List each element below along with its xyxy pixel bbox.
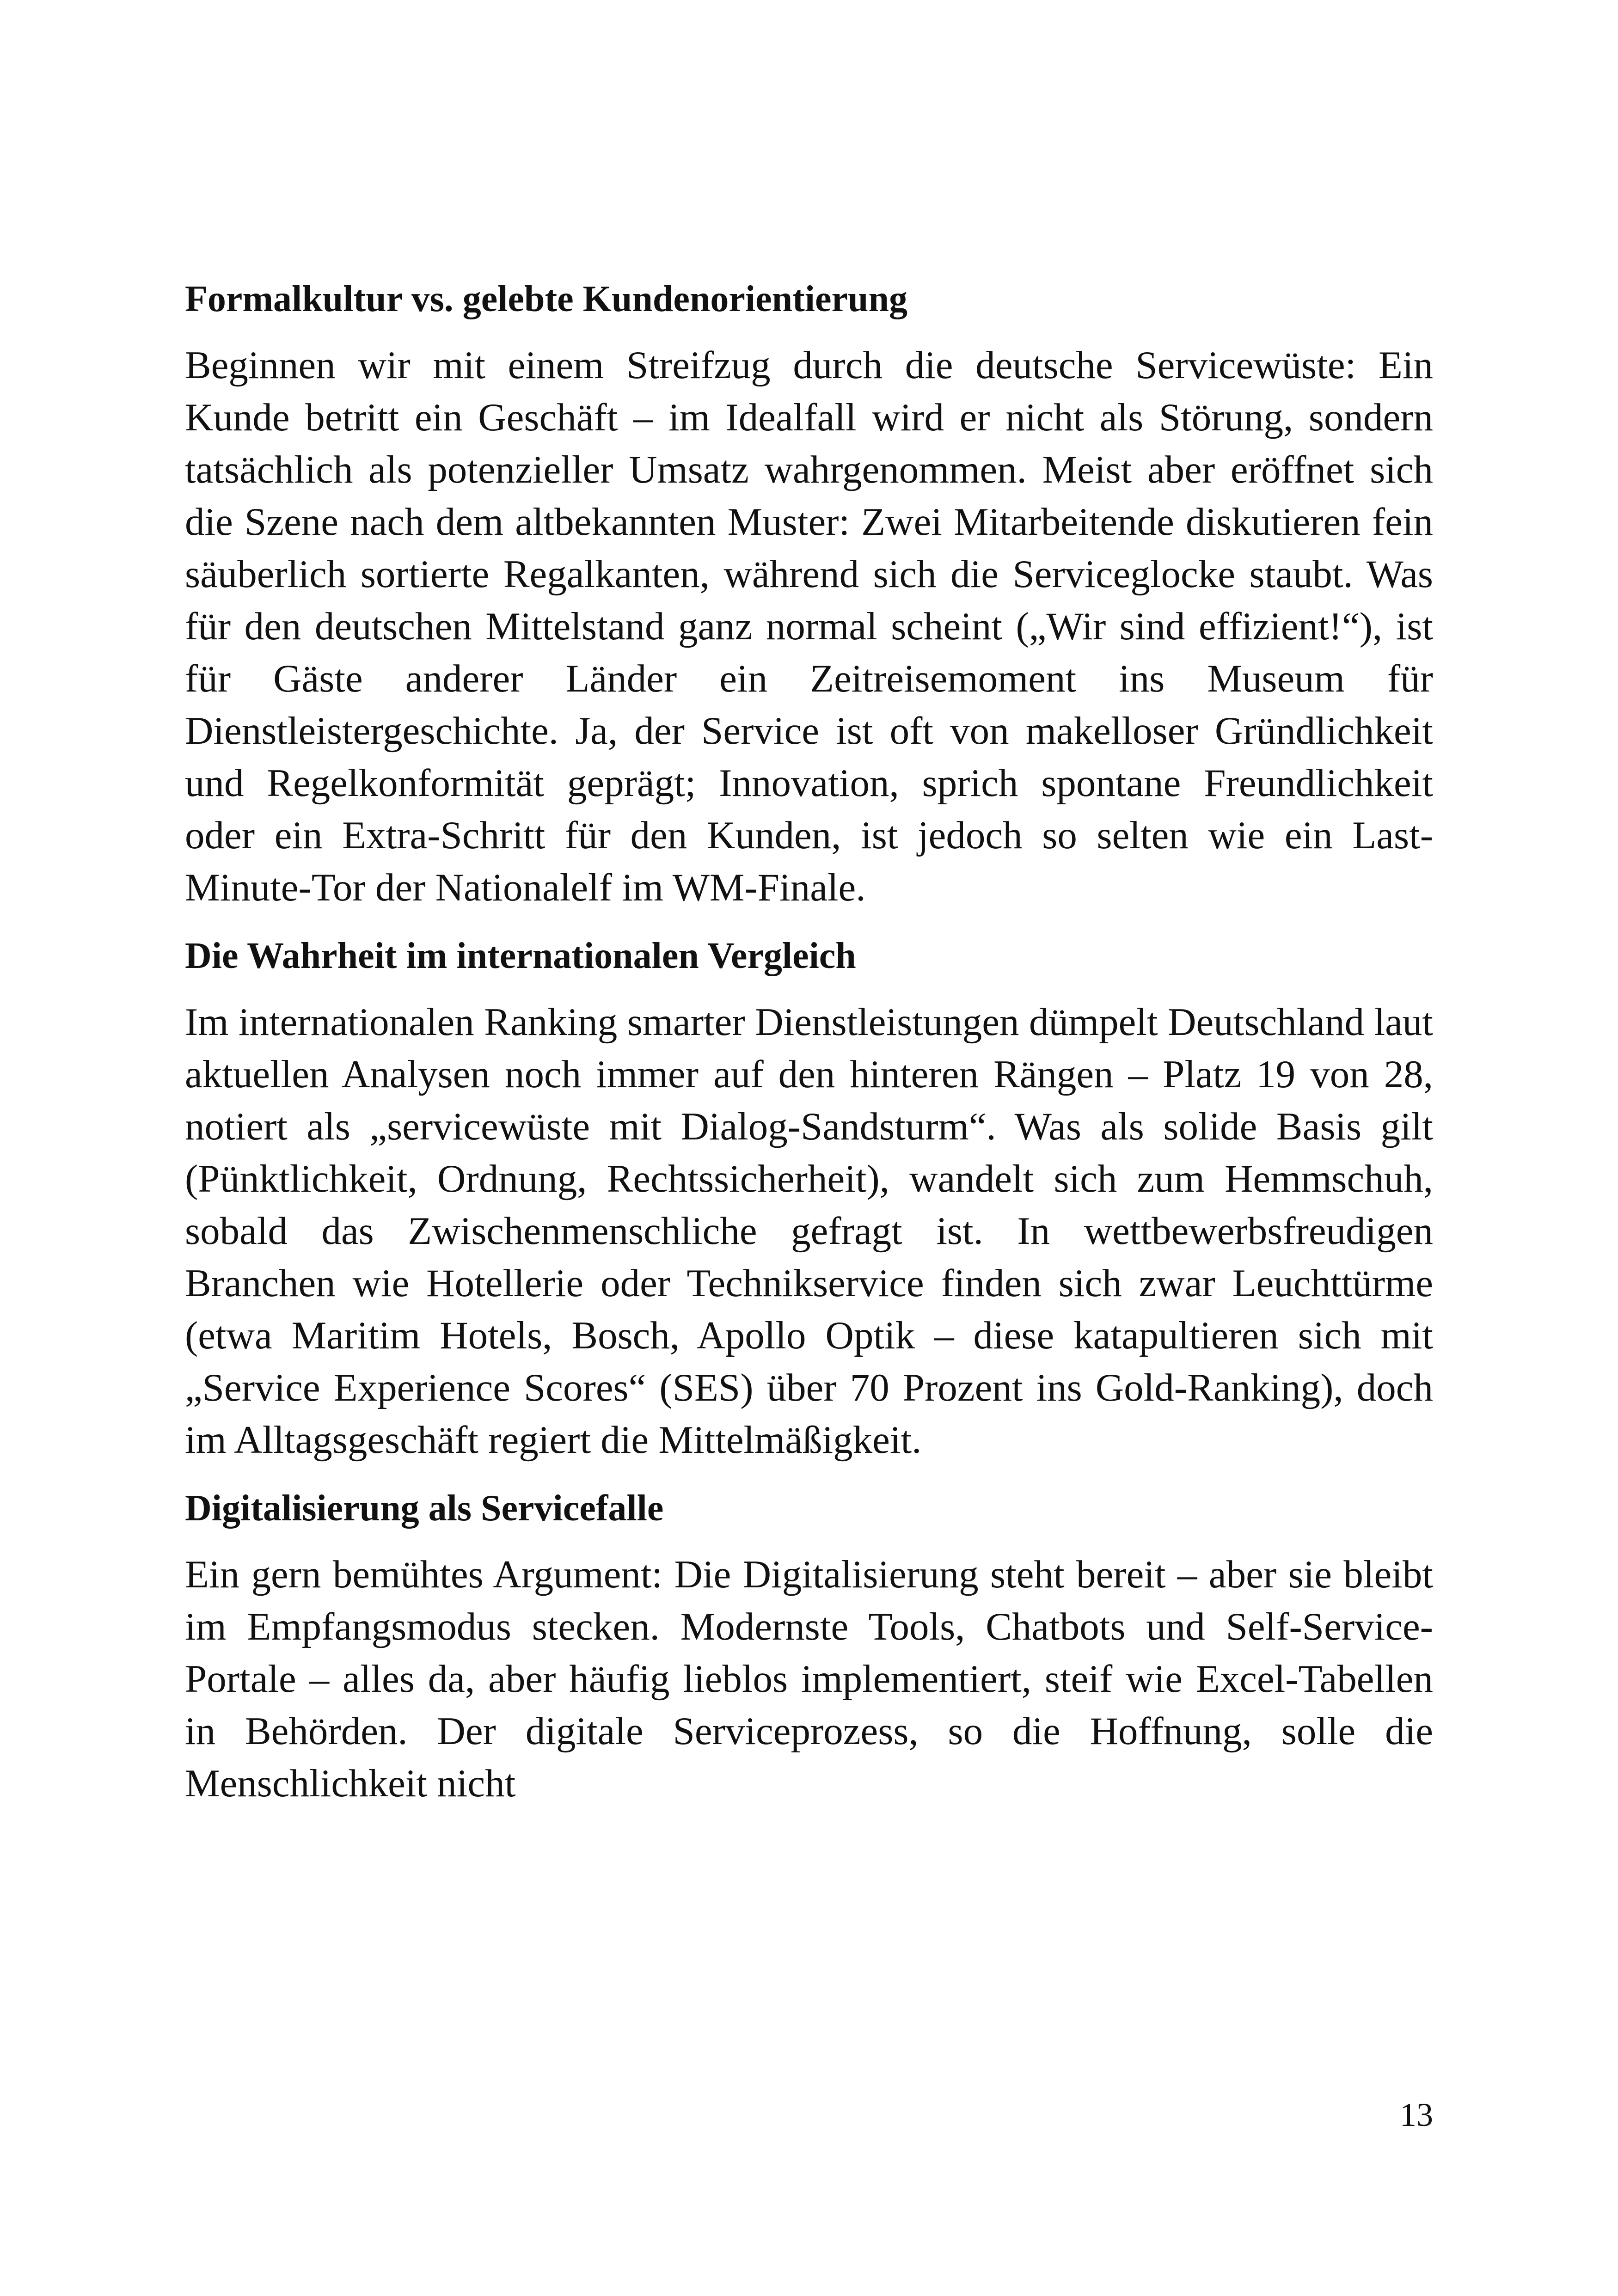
page-number: 13 (1400, 2096, 1433, 2133)
section-paragraph-internationaler-vergleich: Im internationalen Ranking smarter Dienstleistungen dümpelt Deutschland laut aktuellen Analysen noch immer auf den hinteren Rängen – Platz 19 von 28, notiert als „servicewüste mit Dialog-Sandsturm“. Was als solide Basis gilt (Pünktlichkeit, Ordnung, Rechtssicherheit), wandelt sich zum Hemmschuh, sobald das Zwischenmenschliche gefragt ist. In wettbewerbsfreudigen Branchen wie Hotellerie oder Technikservice finden sich zwar Leuchttürme (etwa Maritim Hotels, Bosch, Apollo Optik – diese katapultieren sich mit „Service Experience Scores“ (SES) über 70 Prozent ins Gold-Ranking), doch im Alltagsgeschäft regiert die Mittelmäßigkeit. (185, 1000, 1433, 1462)
section-heading-formalkultur: Formalkultur vs. gelebte Kundenorientierung (185, 279, 907, 319)
section-paragraph-digitalisierung: Ein gern bemühtes Argument: Die Digitalisierung steht bereit – aber sie bleibt im Empfangsmodus stecken. Modernste Tools, Chatbots und Self-Service-Portale – alles da, aber häufig lieblos implementiert, steif wie Excel-Tabellen in Behörden. Der digitale Serviceprozess, so die Hoffnung, solle die Menschlichkeit nicht (185, 1553, 1433, 1805)
section-heading-internationaler-vergleich: Die Wahrheit im internationalen Vergleich (185, 936, 856, 976)
page-content (185, 273, 1433, 1825)
section-heading-digitalisierung: Digitalisierung als Servicefalle (185, 1488, 664, 1529)
section-paragraph-formalkultur: Beginnen wir mit einem Streifzug durch die deutsche Servicewüste: Ein Kunde betritt ein Geschäft – im Idealfall wird er nicht als Störung, sondern tatsächlich als potenzieller Umsatz wahrgenommen. Meist aber eröffnet sich die Szene nach dem altbekannten Muster: Zwei Mitarbeitende diskutieren fein säuberlich sortierte Regalkanten, während sich die Serviceglocke staubt. Was für den deutschen Mittelstand ganz normal scheint („Wir sind effizient!“), ist für Gäste anderer Länder ein Zeitreisemoment ins Museum für Dienstleistergeschichte. Ja, der Service ist oft von makelloser Gründlichkeit und Regelkonformität geprägt; Innovation, sprich spontane Freundlichkeit oder ein Extra-Schritt für den Kunden, ist jedoch so selten wie ein Last-Minute-Tor der Nationalelf im WM-Finale. (185, 343, 1433, 909)
